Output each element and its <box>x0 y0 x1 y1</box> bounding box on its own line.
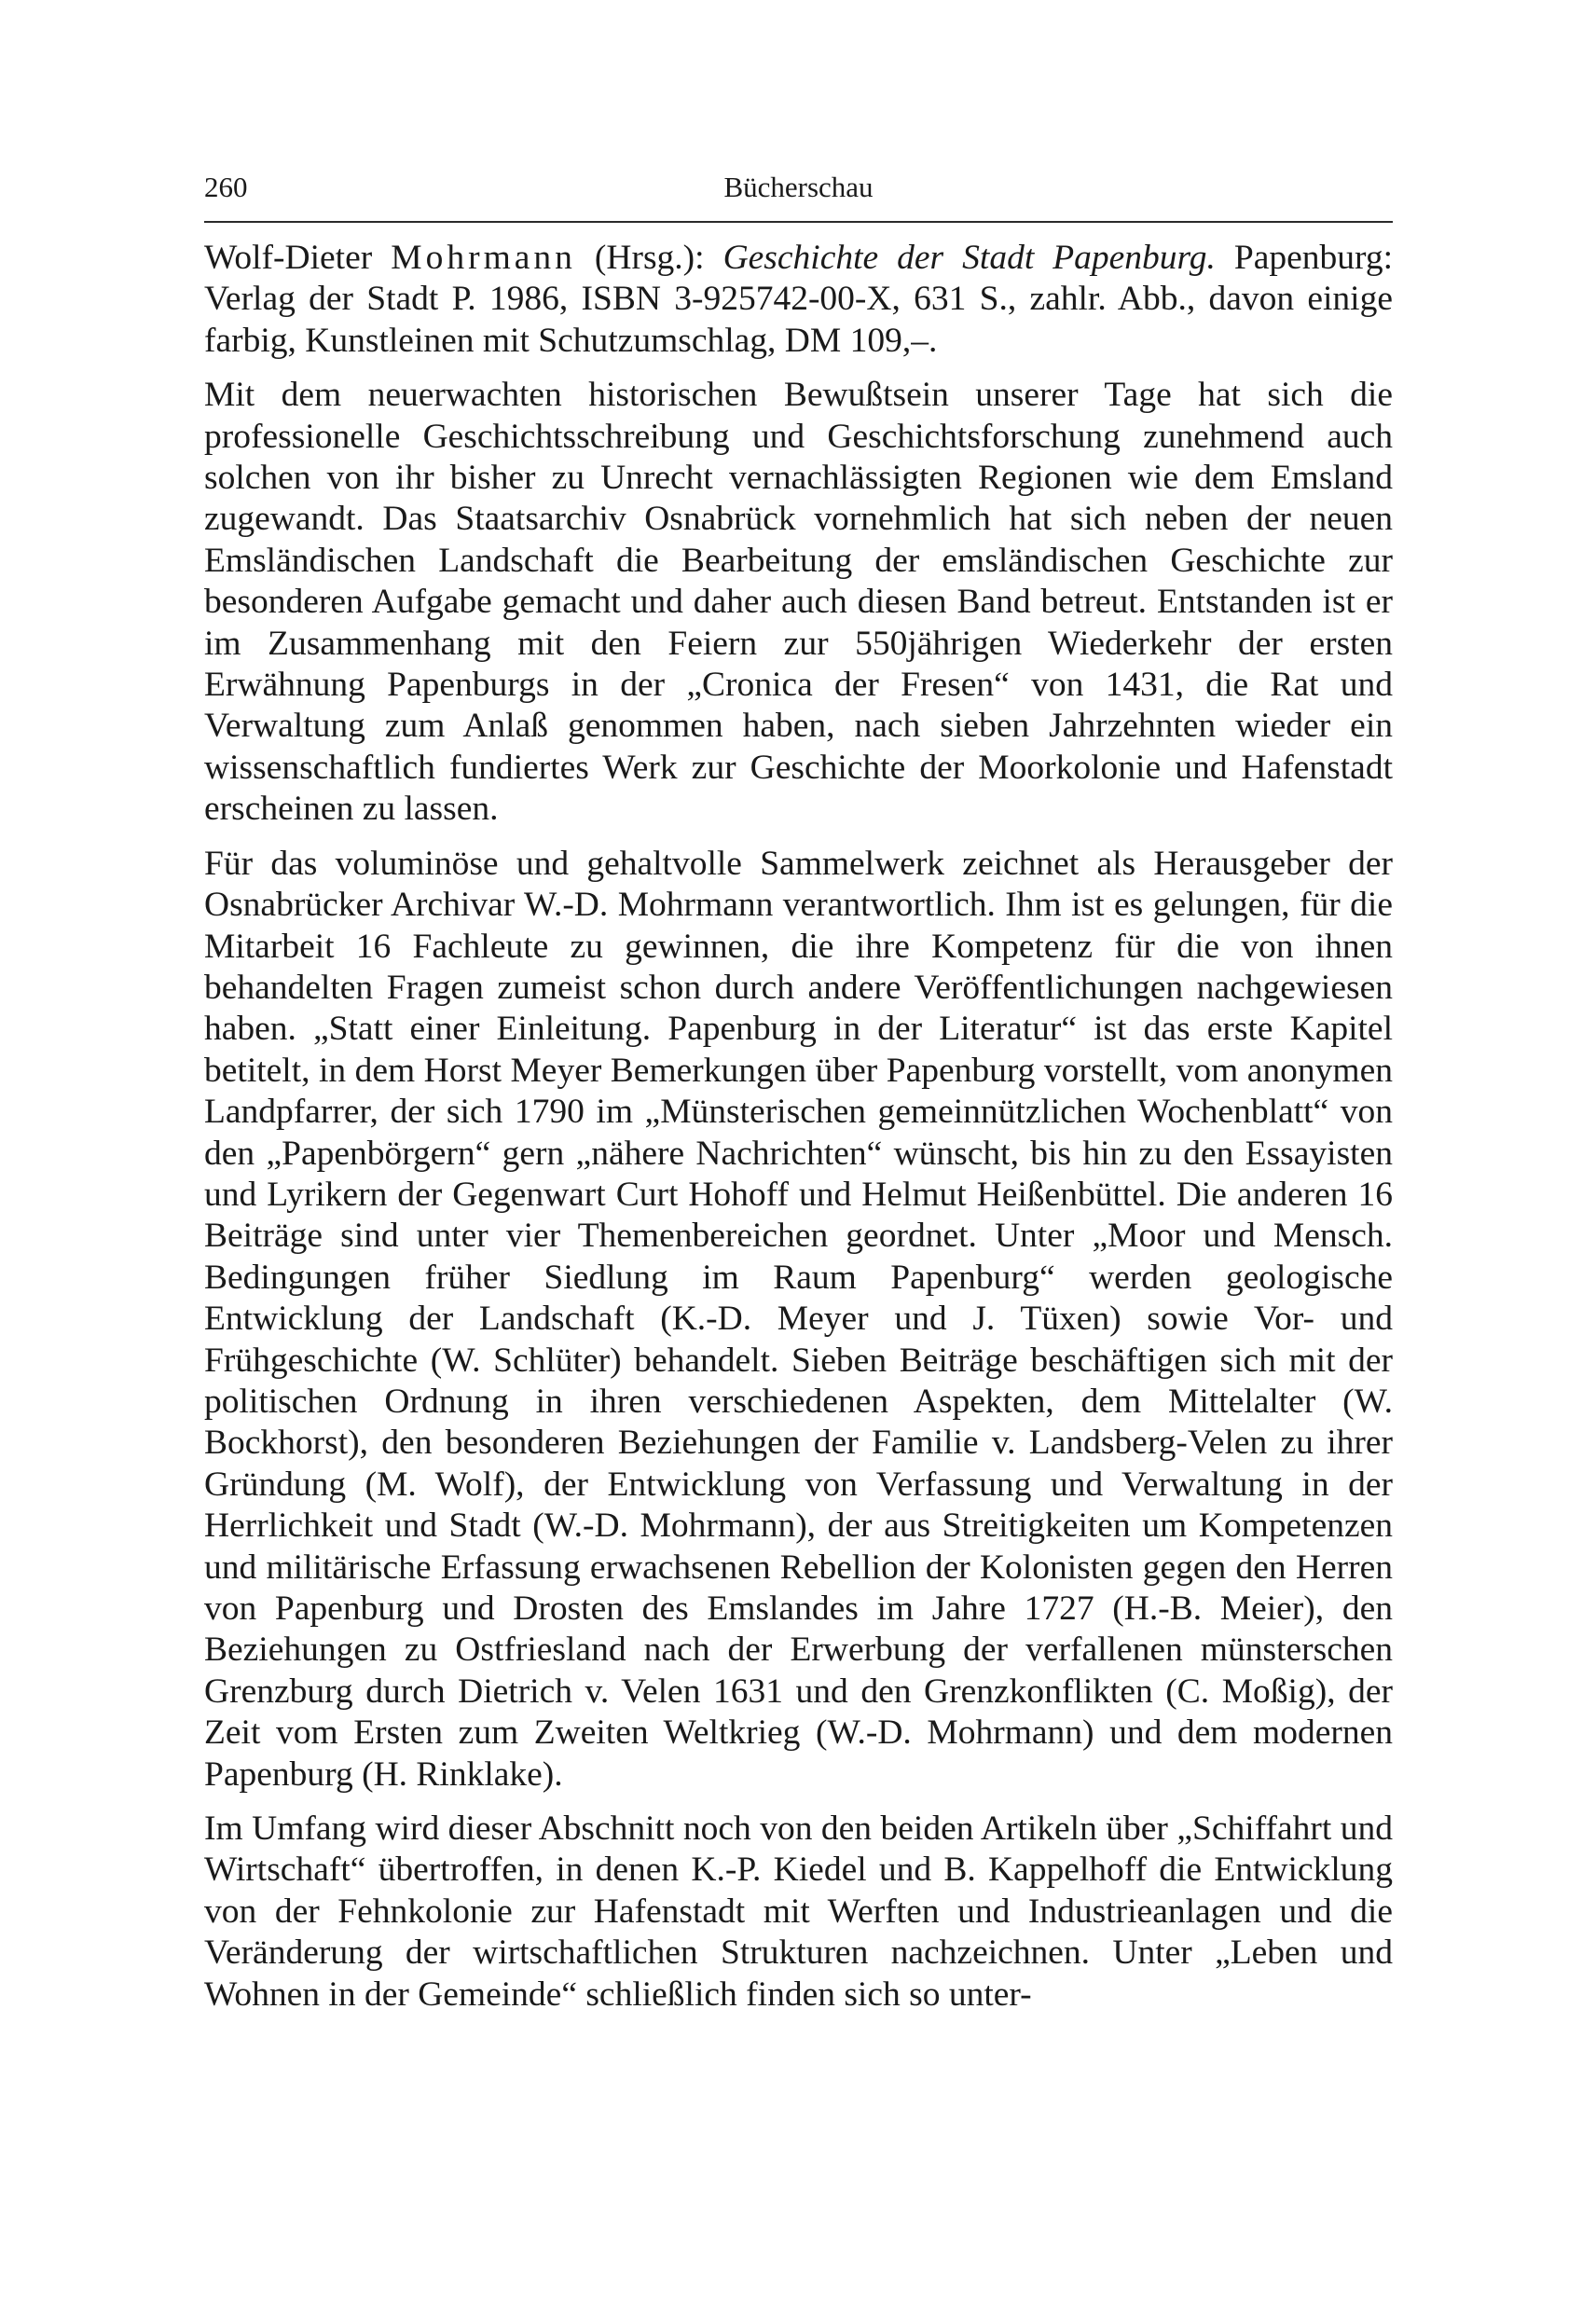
editor-note: (Hrsg.): <box>575 239 723 277</box>
bibliography-entry <box>204 238 1393 362</box>
page-header <box>204 171 1393 217</box>
book-title: Geschichte der Stadt Papenburg. <box>722 239 1216 277</box>
header-rule <box>204 221 1393 223</box>
page-number: 260 <box>204 171 248 203</box>
paragraph: Für das voluminöse und gehaltvolle Sammelwerk zeichnet als Herausgeber der Osnabrücker Archivar W.-D. Mohrmann verantwortlich. Ihm ist es gelungen, für die Mitarbeit 16 Fachleute zu gewinnen, die ihre Kompetenz für die von ihnen behandelten Fragen zumeist schon durch andere Veröffentlichungen nachgewiesen haben. „Statt einer Einleitung. Papenburg in der Literatur“ ist das erste Kapitel betitelt, in dem Horst Meyer Bemerkungen über Papenburg vorstellt, vom anonymen Landpfarrer, der sich 1790 im „Münsterischen gemeinnützlichen Wochenblatt“ von den „Papenbörgern“ gern „nähere Nachrichten“ wünscht, bis hin zu den Essayisten und Lyrikern der Gegenwart Curt Hohoff und Helmut Heißenbüttel. Die anderen 16 Beiträge sind unter vier Themenbereichen geordnet. Unter „Moor und Mensch. Bedingungen früher Siedlung im Raum Papenburg“ werden geologische Entwicklung der Landschaft (K.-D. Meyer und J. Tüxen) sowie Vor- und Frühgeschichte (W. Schlüter) behandelt. Sieben Beiträge beschäftigen sich mit der politischen Ordnung in ihren verschiedenen Aspekten, dem Mittelalter (W. Bockhorst), den besonderen Beziehungen der Familie v. Landsberg-Velen zu ihrer Gründung (M. Wolf), der Entwicklung von Verfassung und Verwaltung in der Herrlichkeit und Stadt (W.-D. Mohrmann), der aus Streitigkeiten um Kompetenzen und militärische Erfassung erwachsenen Rebellion der Kolonisten gegen den Herren von Papenburg und Drosten des Emslandes im Jahre 1727 (H.-B. Meier), den Beziehungen zu Ostfriesland nach der Erwerbung der verfallenen münsterschen Grenzburg durch Dietrich v. Velen 1631 und den Grenzkonflikten (C. Moßig), der Zeit vom Ersten zum Zweiten Weltkrieg (W.-D. Mohrmann) und dem modernen Papenburg (H. Rinklake). <box>204 844 1393 1794</box>
author-last-name: Mohrmann <box>391 239 576 277</box>
paragraph: Im Umfang wird dieser Abschnitt noch von den beiden Artikeln über „Schiffahrt und Wirtschaft“ übertroffen, in denen K.-P. Kiedel und B. Kappelhoff die Entwicklung von der Fehnkolonie zur Hafenstadt mit Werften und Industrieanlagen und die Veränderung der wirtschaftlichen Strukturen nachzeichnen. Unter „Leben und Wohnen in der Gemeinde“ schließlich finden sich so unter- <box>204 1810 1393 2014</box>
running-head: Bücherschau <box>723 171 874 203</box>
author-first-name: Wolf-Dieter <box>204 239 373 277</box>
paragraph: Mit dem neuerwachten historischen Bewußtsein unserer Tage hat sich die professionelle Geschichtsschreibung und Geschichtsforschung zunehmend auch solchen von ihr bisher zu Unrecht vernachlässigten Regionen wie dem Emsland zugewandt. Das Staatsarchiv Osnabrück vornehmlich hat sich neben der neuen Emsländischen Landschaft die Bearbeitung der emsländischen Geschichte zur besonderen Aufgabe gemacht und daher auch diesen Band betreut. Entstanden ist er im Zusammenhang mit den Feiern zur 550jährigen Wiederkehr der ersten Erwähnung Papenburgs in der „Cronica der Fresen“ von 1431, die Rat und Verwaltung zum Anlaß genommen haben, nach sieben Jahrzehnten wieder ein wissenschaftlich fundiertes Werk zur Geschichte der Moorkolonie und Hafenstadt erscheinen zu lassen. <box>204 376 1393 829</box>
body-text <box>204 238 1393 2029</box>
publication-details: Papenburg: Verlag der Stadt P. 1986, ISBN 3-925742-00-X, 631 S., zahlr. Abb., davon einige farbig, Kunstleinen mit Schutzumschlag, DM 109,–. <box>204 239 1393 360</box>
